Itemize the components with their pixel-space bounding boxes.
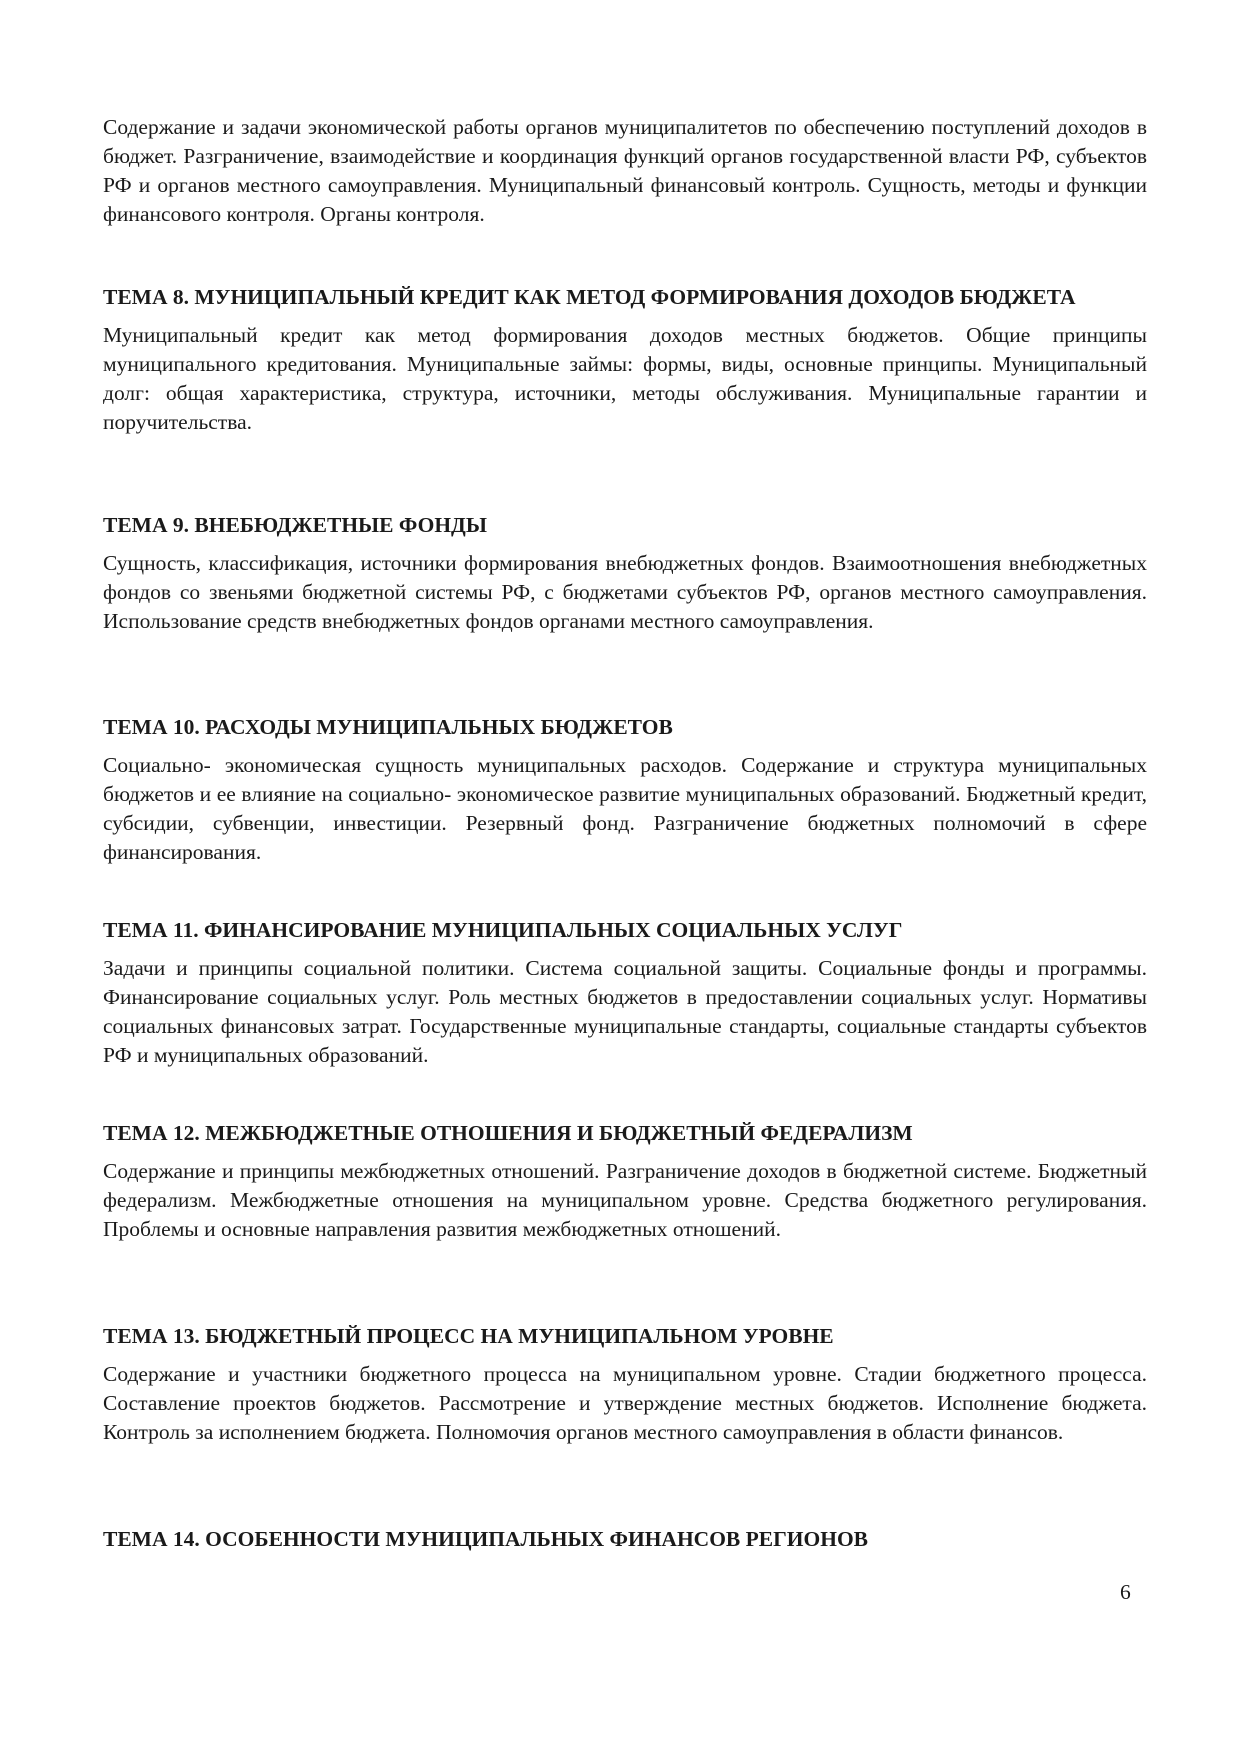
section-heading: ТЕМА 9. ВНЕБЮДЖЕТНЫЕ ФОНДЫ (103, 513, 487, 537)
section-heading: ТЕМА 11. ФИНАНСИРОВАНИЕ МУНИЦИПАЛЬНЫХ СОЦИАЛЬНЫХ УСЛУГ (103, 918, 903, 942)
section-paragraph: Муниципальный кредит как метод формирования доходов местных бюджетов. Общие принципы муниципального кредитования. Муниципальные займы: формы, виды, основные принципы. Муниципальный долг: общая характеристика, структура, источники, методы обслуживания. Муниципальные гарантии и поручительства. (103, 323, 1147, 434)
section-topic-9 (103, 511, 1147, 636)
document-page (103, 113, 1147, 1551)
section-paragraph: Содержание и участники бюджетного процесса на муниципальном уровне. Стадии бюджетного процесса. Составление проектов бюджетов. Рассмотрение и утверждение местных бюджетов. Исполнение бюджета. Контроль за исполнением бюджета. Полномочия органов местного самоуправления в области финансов. (103, 1362, 1147, 1444)
section-paragraph: Сущность, классификация, источники формирования внебюджетных фондов. Взаимоотношения внебюджетных фондов со звеньями бюджетной системы РФ, с бюджетами субъектов РФ, органов местного самоуправления. Использование средств внебюджетных фондов органами местного самоуправления. (103, 551, 1147, 633)
section-heading: ТЕМА 12. МЕЖБЮДЖЕТНЫЕ ОТНОШЕНИЯ И БЮДЖЕТНЫЙ ФЕДЕРАЛИЗМ (103, 1121, 913, 1145)
section-topic-8 (103, 283, 1147, 437)
section-topic-14 (103, 1525, 1147, 1563)
intro-paragraph: Содержание и задачи экономической работы органов муниципалитетов по обеспечению поступлений доходов в бюджет. Разграничение, взаимодействие и координация функций органов государственной власти РФ, субъектов РФ и органов местного самоуправления. Муниципальный финансовый контроль. Сущность, методы и функции финансового контроля. Органы контроля. (103, 115, 1147, 226)
section-paragraph: Содержание и принципы межбюджетных отношений. Разграничение доходов в бюджетной системе. Бюджетный федерализм. Межбюджетные отношения на муниципальном уровне. Средства бюджетного регулирования. Проблемы и основные направления развития межбюджетных отношений. (103, 1159, 1147, 1241)
section-topic-13 (103, 1322, 1147, 1447)
section-paragraph: Социально- экономическая сущность муниципальных расходов. Содержание и структура муниципальных бюджетов и ее влияние на социально- экономическое развитие муниципальных образований. Бюджетный кредит, субсидии, субвенции, инвестиции. Резервный фонд. Разграничение бюджетных полномочий в сфере финансирования. (103, 753, 1147, 864)
section-heading: ТЕМА 8. МУНИЦИПАЛЬНЫЙ КРЕДИТ КАК МЕТОД ФОРМИРОВАНИЯ ДОХОДОВ БЮДЖЕТА (103, 285, 1076, 309)
section-paragraph: Задачи и принципы социальной политики. Система социальной защиты. Социальные фонды и программы. Финансирование социальных услуг. Роль местных бюджетов в предоставлении социальных услуг. Нормативы социальных финансовых затрат. Государственные муниципальные стандарты, социальные стандарты субъектов РФ и муниципальных образований. (103, 956, 1147, 1067)
section-heading: ТЕМА 10. РАСХОДЫ МУНИЦИПАЛЬНЫХ БЮДЖЕТОВ (103, 715, 673, 739)
section-topic-12 (103, 1119, 1147, 1244)
page-number: 6 (1120, 1580, 1131, 1604)
section-heading: ТЕМА 14. ОСОБЕННОСТИ МУНИЦИПАЛЬНЫХ ФИНАНСОВ РЕГИОНОВ (103, 1527, 869, 1551)
section-topic-10 (103, 713, 1147, 867)
section-topic-11 (103, 916, 1147, 1070)
section-heading: ТЕМА 13. БЮДЖЕТНЫЙ ПРОЦЕСС НА МУНИЦИПАЛЬНОМ УРОВНЕ (103, 1324, 834, 1348)
